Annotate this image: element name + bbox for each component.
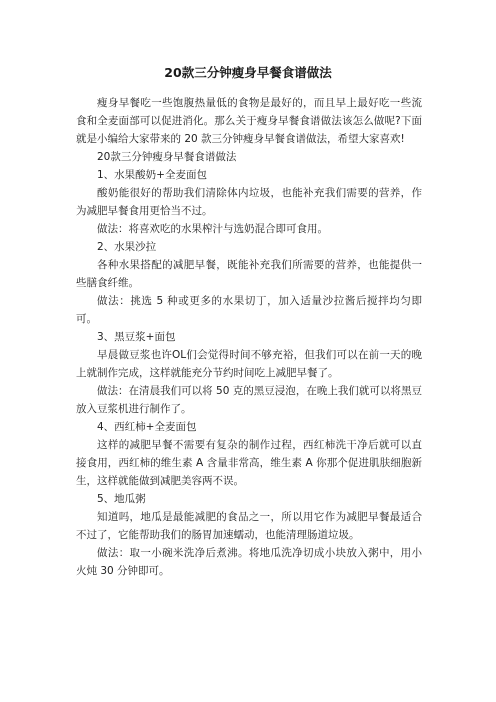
recipe-5-method: 做法：取一小碗米洗净后煮沸。将地瓜洗净切成小块放入粥中，用小火炖 30 分钟即可。 xyxy=(76,547,422,577)
recipe-1-method: 做法：将喜欢吃的水果榨汁与选奶混合即可食用。 xyxy=(97,223,328,235)
recipe-2-description: 各种水果搭配的减肥早餐，既能补充我们所需要的营养，也能提供一些膳食纤维。 xyxy=(76,259,422,289)
section-heading: 20款三分钟瘦身早餐食谱做法 xyxy=(97,151,237,163)
recipe-2-heading: 2、水果沙拉 xyxy=(97,241,157,253)
recipe-5-description: 知道吗，地瓜是最能减肥的食品之一，所以用它作为减肥早餐最适合不过了，它能帮助我们的肠胃加速蠕动，也能清理肠道垃圾。 xyxy=(76,511,422,541)
recipe-4-description: 这样的减肥早餐不需要有复杂的制作过程，西红柿洗干净后就可以直接食用，西红柿的维生素 A 含量非常高，维生素 A 你那个促进肌肤细胞新生，这样就能做到减肥美容两不误。 xyxy=(76,439,422,487)
recipe-3-description: 早晨做豆浆也许OL们会觉得时间不够充裕，但我们可以在前一天的晚上就制作完成，这样就能充分节约时间吃上减肥早餐了。 xyxy=(76,349,422,379)
document-body xyxy=(76,94,422,580)
recipe-5-heading: 5、地瓜粥 xyxy=(97,493,146,505)
intro-paragraph: 瘦身早餐吃一些饱腹热量低的食物是最好的，而且早上最好吃一些流食和全麦面部可以促进消化。那么关于瘦身早餐食谱做法该怎么做呢?下面就是小编给大家带来的 20 款三分钟瘦身早餐食谱做法，希望大家喜欢! xyxy=(76,97,422,145)
document-title: 20款三分钟瘦身早餐食谱做法 xyxy=(164,65,332,80)
recipe-3-heading: 3、黑豆浆+面包 xyxy=(97,331,176,343)
recipe-4-heading: 4、西红柿+全麦面包 xyxy=(97,421,197,433)
recipe-3-method: 做法：在清晨我们可以将 50 克的黑豆浸泡，在晚上我们就可以将黑豆放入豆浆机进行制作了。 xyxy=(76,385,422,415)
recipe-1-heading: 1、水果酸奶+全麦面包 xyxy=(97,169,207,181)
recipe-1-description: 酸奶能很好的帮助我们清除体内垃圾，也能补充我们需要的营养，作为减肥早餐食用更恰当不过。 xyxy=(76,187,422,217)
recipe-2-method: 做法：挑选 5 种或更多的水果切丁，加入适量沙拉酱后搅拌均匀即可。 xyxy=(76,295,422,325)
